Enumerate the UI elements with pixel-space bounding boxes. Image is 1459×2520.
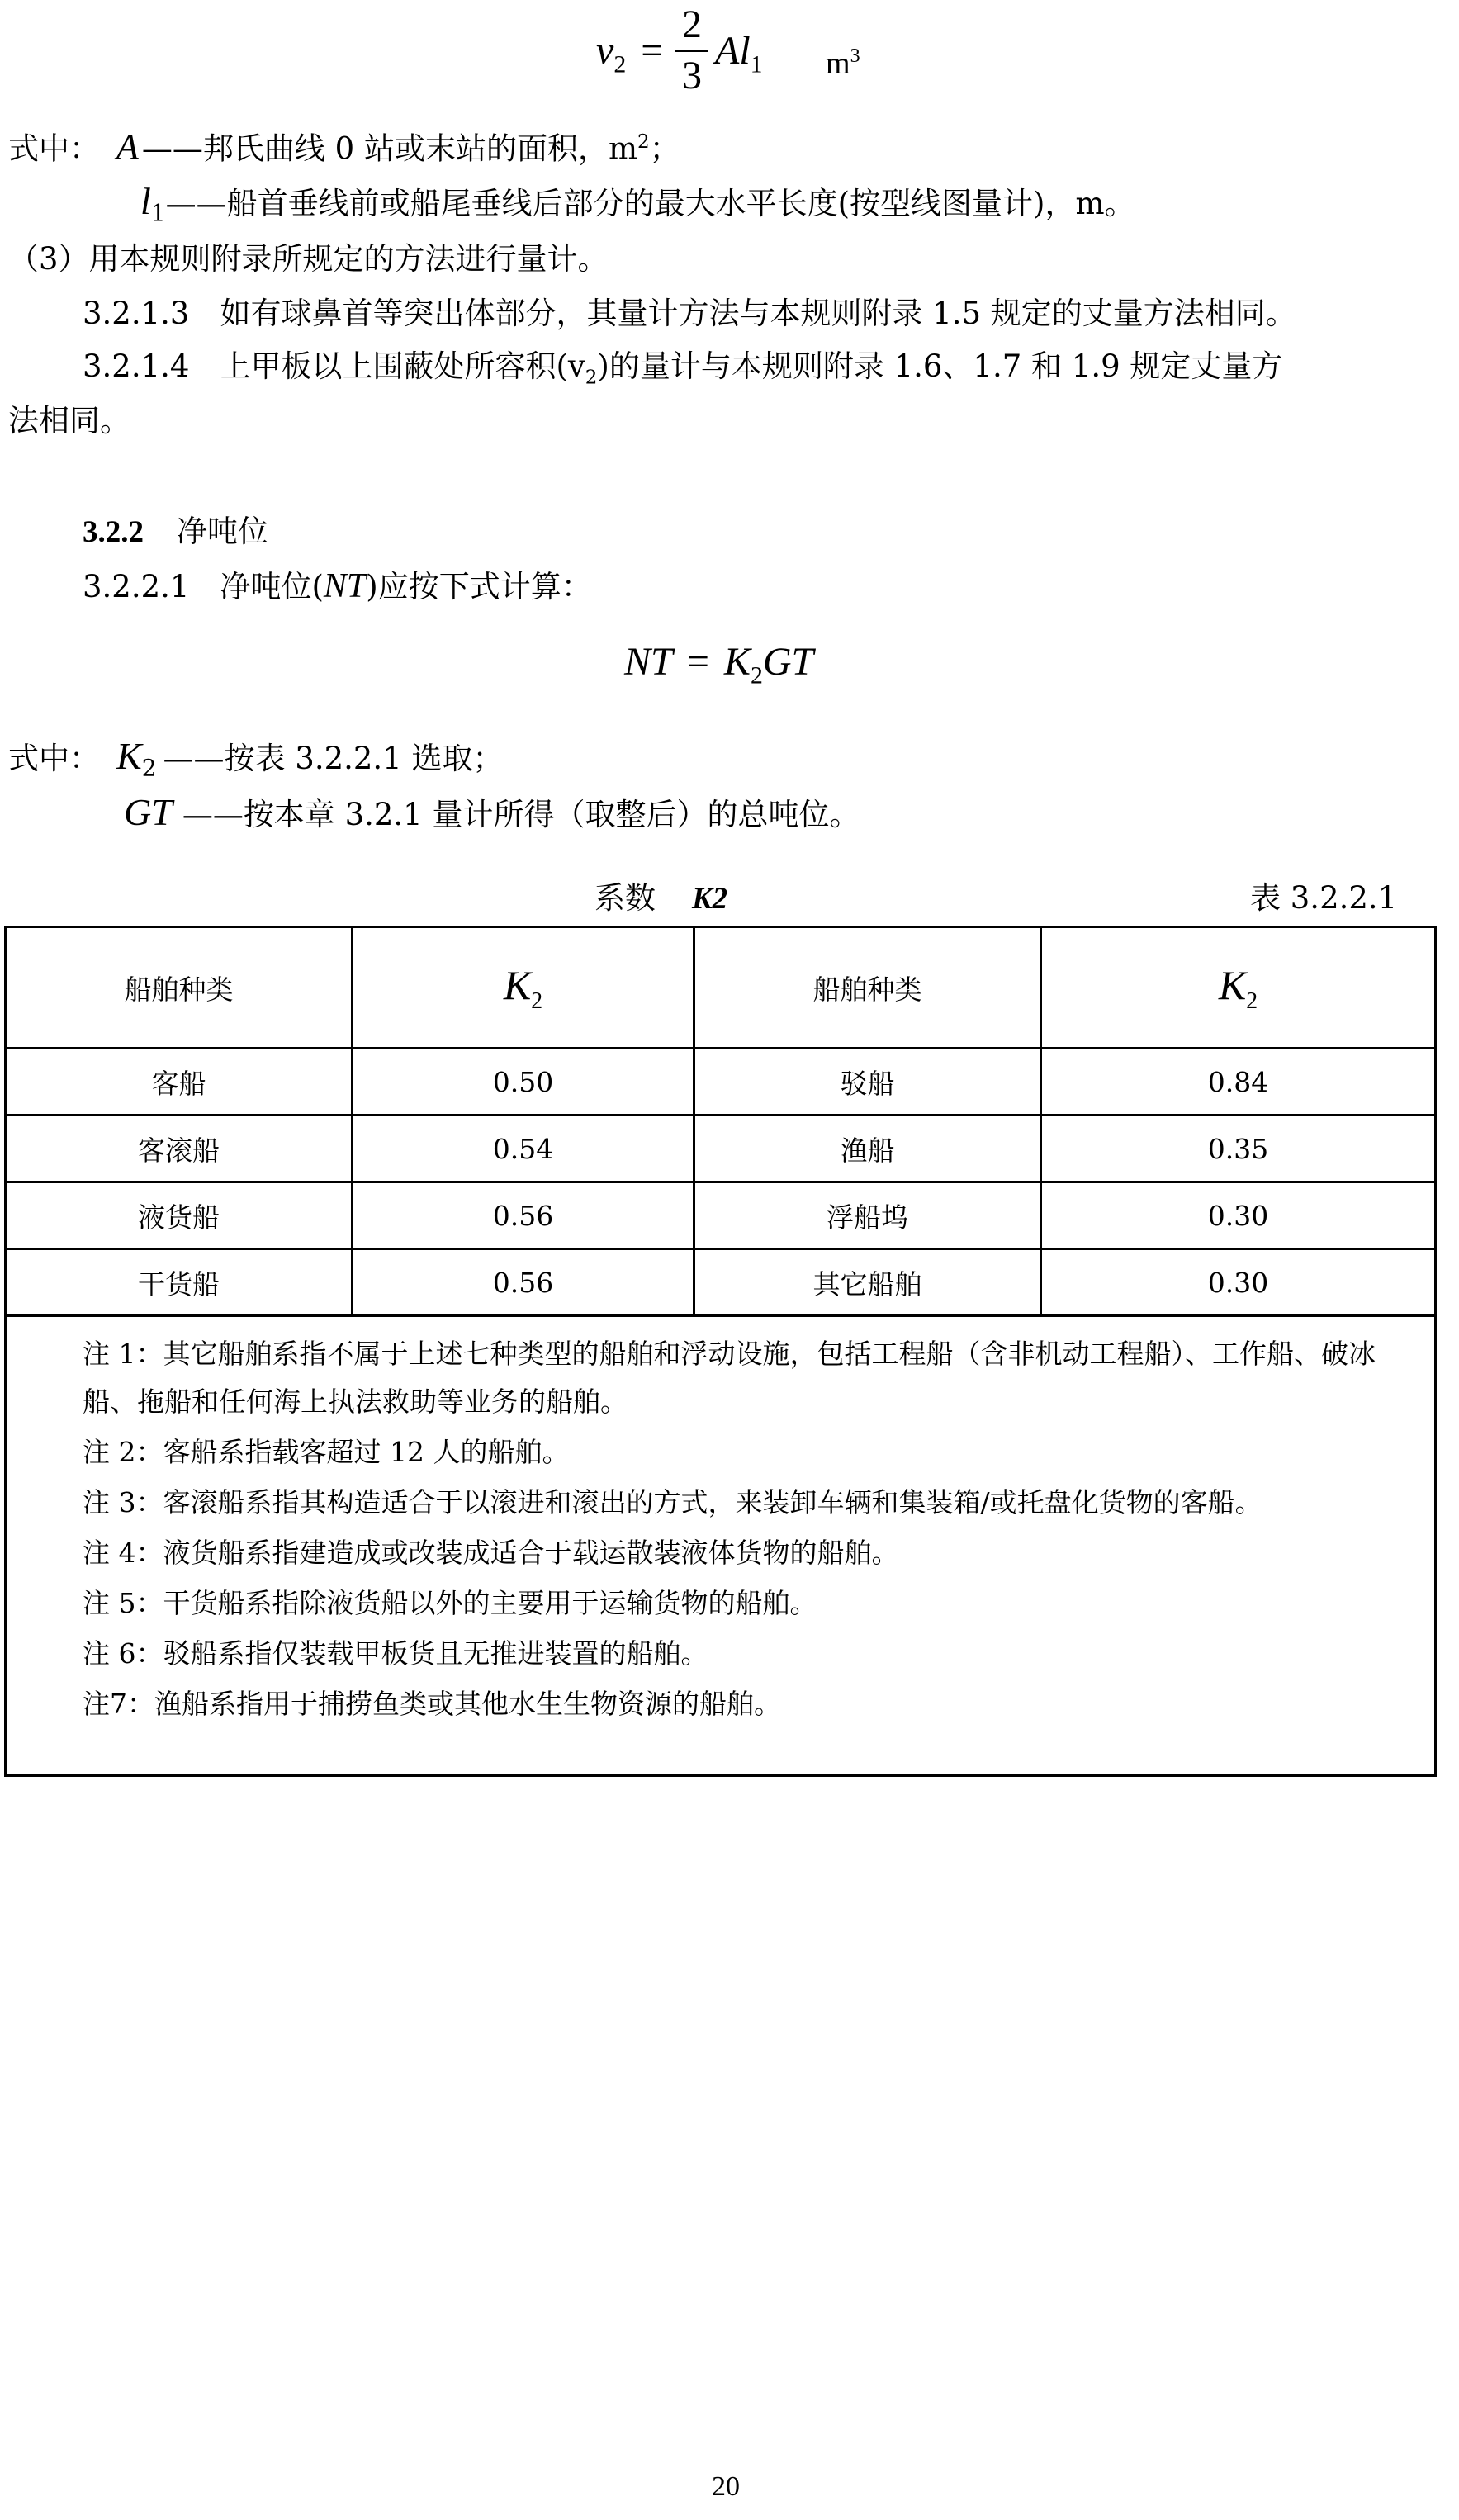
cell-left-k: 0.56: [353, 1182, 694, 1249]
note-7: 注7：渔船系指用于捕捞鱼类或其他水生生物资源的船舶。: [83, 1688, 781, 1720]
section-heading: [83, 512, 268, 552]
note-3: 注 3：客滚船系指其构造适合于以滚进和滚出的方式，来装卸车辆和集装箱/或托盘化货物的客船。: [83, 1486, 1262, 1518]
where2-gt-text: ——按本章 3.2.1 量计所得（取整后）的总吨位。: [182, 797, 860, 832]
header-k-right-sub: 2: [1246, 988, 1258, 1014]
cell-left-k: 0.54: [353, 1116, 694, 1182]
cell-right-k: 0.35: [1041, 1116, 1436, 1182]
where-l-text: ——船首垂线前或船尾垂线后部分的最大水平长度(按型线图量计)，m。: [165, 186, 1135, 221]
cell-right-k: 0.84: [1041, 1049, 1436, 1116]
table-row: [6, 1182, 1436, 1249]
where-l-sub: 1: [150, 199, 166, 227]
paragraph-3: （3）用本规则附录所规定的方法进行量计。: [8, 241, 609, 277]
cell-right-type: 驳船: [694, 1049, 1041, 1116]
note-1: 注 1：其它船舶系指不属于上述七种类型的船舶和浮动设施，包括工程船（含非机动工程船）、工作船、破冰船、拖船和任何海上执法救助等业务的船舶。: [83, 1338, 1376, 1418]
cell-right-type: 其它船舶: [694, 1249, 1041, 1316]
where2-k-text: ——按表 3.2.2.1 选取；: [163, 741, 504, 776]
section-title: 净吨位: [177, 514, 268, 549]
note-2: 注 2：客船系指载客超过 12 人的船舶。: [83, 1436, 570, 1468]
cell-left-type: 客滚船: [6, 1116, 353, 1182]
header-k-right-var: K: [1218, 961, 1247, 1008]
note-4: 注 4：液货船系指建造成或改装成适合于载运散装液体货物的船舶。: [83, 1537, 899, 1569]
formula2-gt: GT: [762, 640, 814, 684]
formula-lhs-var: ν: [596, 29, 614, 73]
cell-left-type: 液货船: [6, 1182, 353, 1249]
formula-unit-base: m: [826, 46, 850, 81]
formula-rhs-sub: 1: [750, 50, 763, 78]
cell-left-k: 0.56: [353, 1249, 694, 1316]
note-5: 注 5：干货船系指除液货船以外的主要用于运输货物的船舶。: [83, 1587, 817, 1619]
table-row: [6, 1049, 1436, 1116]
coefficient-table: [4, 926, 1437, 1777]
formula-rhs-a: A: [715, 29, 740, 73]
where2-label: 式中：: [8, 741, 100, 776]
page-number: 20: [712, 2471, 740, 2502]
table-caption-prefix: 系数: [594, 880, 656, 916]
table-notes: [6, 1316, 1436, 1776]
header-type-right: 船舶种类: [694, 927, 1041, 1049]
cell-left-type: 客船: [6, 1049, 353, 1116]
paragraph-3-2-2-1: [83, 566, 592, 607]
cell-right-type: 浮船坞: [694, 1182, 1041, 1249]
table-notes-row: [6, 1316, 1436, 1776]
formula-rhs: [715, 26, 763, 90]
where-label: 式中：: [8, 130, 100, 167]
paragraph-3-2-1-4: [83, 347, 1282, 397]
cell-right-k: 0.30: [1041, 1182, 1436, 1249]
paragraph-3-2-2-1-suffix: )应按下式计算：: [366, 569, 592, 604]
where-a-sup: 2: [637, 131, 650, 153]
table-row: [6, 1116, 1436, 1182]
formula-rhs-l: l: [739, 29, 751, 73]
where-l-line: [140, 182, 1135, 233]
header-k-right: [1041, 927, 1436, 1049]
formula-unit: [826, 36, 860, 83]
formula-net-tonnage: [624, 636, 813, 703]
paragraph-3-2-2-1-var: NT: [323, 567, 367, 605]
header-type-left: 船舶种类: [6, 927, 353, 1049]
formula2-equals: =: [686, 640, 709, 684]
paragraph-3-2-2-1-prefix: 3.2.2.1 净吨位(: [83, 569, 324, 604]
section-number: 3.2.2: [83, 515, 144, 549]
where-l-var: l: [140, 180, 151, 222]
table-row: [6, 1249, 1436, 1316]
paragraph-3-2-1-4-cont: 法相同。: [8, 403, 130, 438]
paragraph-3-2-1-4-sub: 2: [585, 367, 598, 389]
cell-left-k: 0.50: [353, 1049, 694, 1116]
cell-right-k: 0.30: [1041, 1249, 1436, 1316]
fraction-bar: [675, 50, 708, 52]
where-a-line: [8, 122, 680, 168]
table-number: 表 3.2.2.1: [1250, 880, 1398, 916]
cell-left-type: 干货船: [6, 1249, 353, 1316]
formula2-k-sub: 2: [750, 661, 763, 689]
where2-k-sub: 2: [141, 754, 157, 782]
formula-volume: [596, 26, 668, 90]
where2-k-var: K: [116, 735, 142, 777]
formula-equals: =: [641, 29, 664, 73]
where2-k-line: [8, 737, 503, 788]
paragraph-3-2-1-4-b: )的量计与本规则附录 1.6、1.7 和 1.9 规定丈量方: [597, 348, 1283, 384]
note-6: 注 6：驳船系指仅装载甲板货且无推进装置的船舶。: [83, 1637, 708, 1670]
where-a-text: ——邦氏曲线 0 站或末站的面积，m: [141, 130, 638, 167]
where-a-end: ；: [649, 130, 680, 167]
where2-gt-var: GT: [124, 791, 173, 833]
formula-unit-sup: 3: [850, 45, 860, 67]
fraction-numerator: 2: [682, 2, 702, 46]
table-header-row: [6, 927, 1436, 1049]
cell-right-type: 渔船: [694, 1116, 1041, 1182]
formula2-k: K: [723, 640, 751, 684]
where2-gt-line: [124, 793, 860, 835]
header-k-left-var: K: [503, 961, 532, 1008]
formula-lhs-sub: 2: [613, 50, 627, 78]
where-a-var: A: [116, 126, 139, 168]
header-k-left: [353, 927, 694, 1049]
table-caption: [594, 879, 727, 919]
formula2-lhs: NT: [624, 640, 672, 684]
fraction-denominator: 3: [682, 54, 702, 97]
table-caption-var: K2: [692, 882, 728, 916]
paragraph-3-2-1-4-a: 3.2.1.4 上甲板以上围蔽处所容积(v: [83, 348, 585, 384]
header-k-left-sub: 2: [531, 988, 543, 1014]
paragraph-3-2-1-3: 3.2.1.3 如有球鼻首等突出体部分，其量计方法与本规则附录 1.5 规定的丈量方法相同。: [83, 296, 1296, 331]
